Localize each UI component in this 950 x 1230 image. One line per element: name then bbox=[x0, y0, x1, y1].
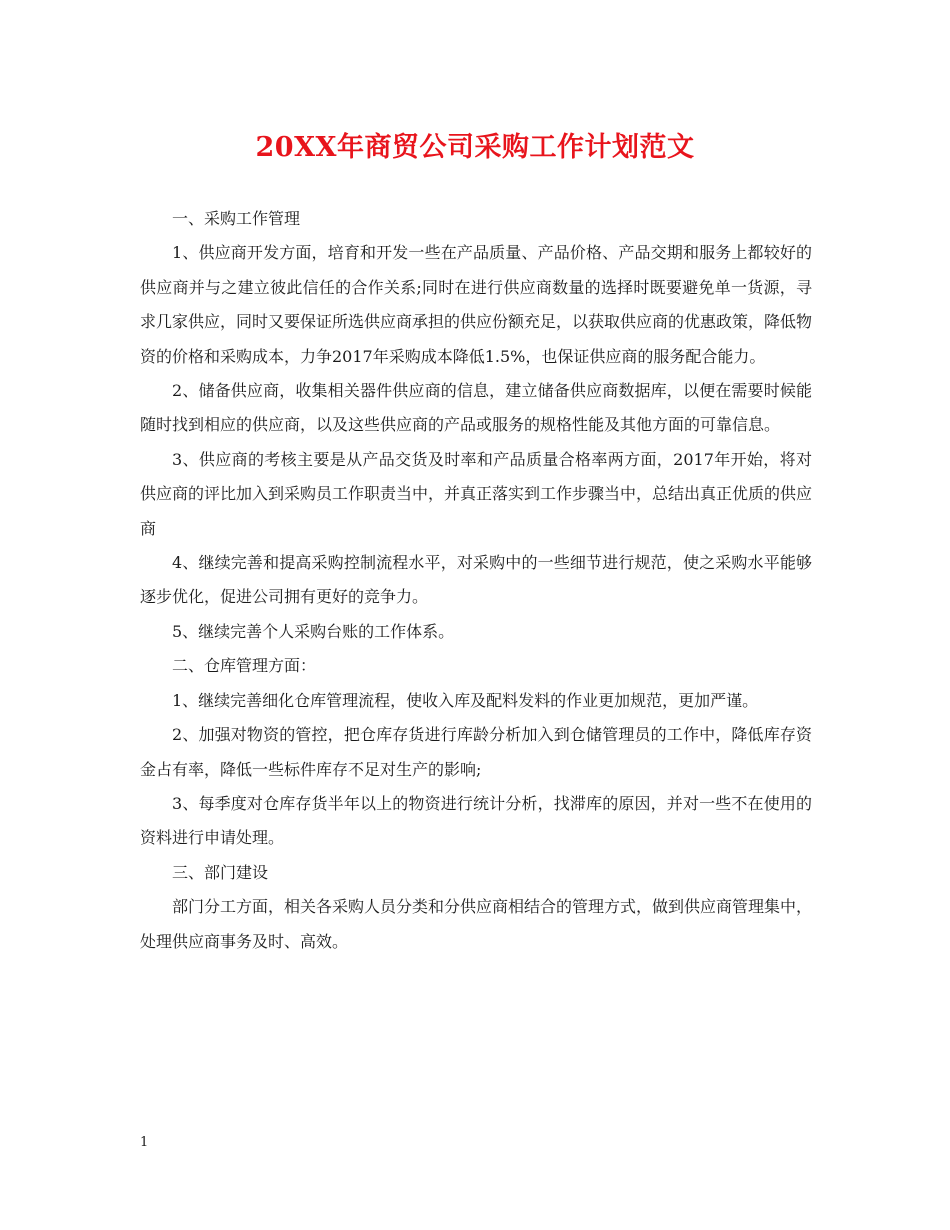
paragraph-division-of-labor: 部门分工方面，相关各采购人员分类和分供应商相结合的管理方式，做到供应商管理集中，处理供应商事务及时、高效。 bbox=[140, 897, 813, 951]
paragraph-reserve-suppliers: 2、储备供应商，收集相关器件供应商的信息，建立储备供应商数据库，以便在需要时候能随时找到相应的供应商，以及这些供应商的产品或服务的规格性能及其他方面的可靠信息。 bbox=[140, 381, 812, 435]
section-heading-department: 三、部门建设 bbox=[172, 862, 269, 882]
paragraph-material-control: 2、加强对物资的管控，把仓库存货进行库龄分析加入到仓储管理员的工作中，降低库存资金占有率，降低一些标件库存不足对生产的影响; bbox=[140, 725, 812, 779]
document-body bbox=[140, 202, 812, 959]
paragraph-ledger-system: 5、继续完善个人采购台账的工作体系。 bbox=[172, 621, 455, 641]
paragraph-supplier-assessment: 3、供应商的考核主要是从产品交货及时率和产品质量合格率两方面，2017年开始，将对供应商的评比加入到采购员工作职责当中，并真正落实到工作步骤当中，总结出真正优质的供应商 bbox=[140, 449, 813, 538]
paragraph-quarterly-analysis: 3、每季度对仓库存货半年以上的物资进行统计分析，找滞库的原因，并对一些不在使用的资料进行申请处理。 bbox=[140, 793, 812, 848]
paragraph-warehouse-process: 1、继续完善细化仓库管理流程，使收入库及配料发料的作业更加规范，更加严谨。 bbox=[172, 690, 759, 710]
paragraph-supplier-development: 1、供应商开发方面，培育和开发一些在产品质量、产品价格、产品交期和服务上都较好的供应商并与之建立彼此信任的合作关系;同时在进行供应商数量的选择时既要避免单一货源，寻求几家供应，同时又要保证所选供应商承担的供应份额充足，以获取供应商的优惠政策，降低物资的价格和采购成本，力争2017年采购成本降低1.5%，也保证供应商的服务配合能力。 bbox=[140, 243, 813, 366]
document-title: 20XX年商贸公司采购工作计划范文 bbox=[255, 132, 695, 163]
section-heading-procurement: 一、采购工作管理 bbox=[172, 209, 301, 228]
paragraph-process-improvement: 4、继续完善和提高采购控制流程水平，对采购中的一些细节进行规范，使之采购水平能够逐步优化，促进公司拥有更好的竞争力。 bbox=[140, 553, 812, 607]
page-number: 1 bbox=[140, 1135, 149, 1150]
section-heading-warehouse: 二、仓库管理方面： bbox=[172, 656, 317, 676]
